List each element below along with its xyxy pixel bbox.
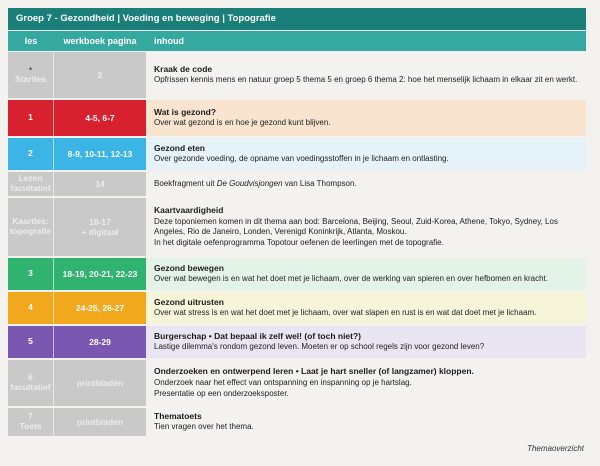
werkboek-cell: 24-25, 26-27	[54, 292, 146, 324]
lesson-description: Over wat gezond is en hoe je gezond kunt blijven.	[154, 118, 331, 128]
les-label: Startles	[14, 73, 47, 84]
column-header-les: les	[24, 36, 38, 46]
table-row-les-3	[8, 258, 586, 290]
lesson-description: Over wat stress is en wat het doet met je lichaam, over wat slapen en rust is en wat dat doet met je lichaam.	[154, 308, 537, 318]
werkboek-cell	[54, 198, 146, 256]
les-label: facultatief	[10, 382, 51, 392]
inhoud-cell	[146, 198, 586, 256]
table-row-les-5	[8, 326, 586, 358]
lesson-title: Thematoets	[154, 410, 202, 421]
table-row-les-4	[8, 292, 586, 324]
inhoud-cell	[146, 258, 586, 290]
inhoud-cell	[146, 138, 586, 170]
lesson-description-extra: In het digitale oefenprogramma Topotour oefenen de leerlingen met de topografie.	[154, 238, 444, 248]
les-cell: Lezen facultatief	[8, 172, 54, 196]
les-cell	[8, 408, 54, 436]
column-header-inhoud: inhoud	[154, 36, 184, 46]
lesson-description: Lastige dilemma's rondom gezond leven. Moeten er op school regels zijn voor gezond leven?	[154, 342, 485, 352]
werkboek-cell: 2	[54, 52, 146, 98]
lesson-title: Kraak de code	[154, 63, 213, 74]
lesson-title: Wat is gezond?	[154, 106, 217, 117]
table-row-lezen	[8, 172, 586, 196]
lesson-description: Tien vragen over het thema.	[154, 422, 254, 432]
lesson-description: Boekfragment uit De Goudvisjongen van Lisa Thompson.	[154, 178, 357, 188]
werkboek-cell: 8-9, 10-11, 12-13	[54, 138, 146, 170]
les-number: 7	[28, 411, 33, 422]
lesson-description: Onderzoek naar het effect van ontspanning en inspanning op je hartslag.	[154, 377, 412, 387]
werkboek-cell: 28-29	[54, 326, 146, 358]
column-header-werkboek: werkboek pagina	[63, 36, 137, 46]
lesson-title: Gezond eten	[154, 142, 206, 153]
les-label: Toets	[19, 421, 42, 431]
table-row-les-1	[8, 100, 586, 136]
table-row-les-6	[8, 360, 586, 406]
werkboek-cell: 4-5, 6-7	[54, 100, 146, 136]
les-number: 6	[28, 372, 33, 383]
inhoud-cell	[146, 52, 586, 98]
lesson-description: Over wat bewegen is en wat het doet met je lichaam, over de werking van spieren en over hefbomen en kracht.	[154, 274, 548, 284]
les-cell	[8, 360, 54, 406]
theme-title: Groep 7 - Gezondheid | Voeding en beweging | Topografie	[8, 8, 586, 30]
lesson-title: Gezond uitrusten	[154, 296, 224, 307]
inhoud-cell	[146, 292, 586, 324]
inhoud-cell	[146, 408, 586, 436]
inhoud-cell	[146, 172, 586, 196]
werkboek-cell: printbladen	[54, 360, 146, 406]
werkboek-cell: 18-19, 20-21, 22-23	[54, 258, 146, 290]
werkboek-cell: 14	[54, 172, 146, 196]
lesson-description: Deze toponiemen komen in dit thema aan bod: Barcelona, Beijing, Seoul, Zuid-Korea, Athene, Tokyo, Sydney, Los Angeles, Rio de Janeiro, Londen, Verenigd Koninkrijk, Atlanta, Moskou.	[154, 216, 558, 237]
footer-caption: Themaoverzicht	[527, 444, 584, 453]
lesson-description: Opfrissen kennis mens en natuur groep 5 thema 5 en groep 6 thema 2: hoe het menselijk lichaam in elkaar zit en werkt.	[154, 75, 578, 85]
werkboek-pages: 16-17	[89, 216, 111, 227]
les-cell: 2	[8, 138, 54, 170]
les-cell: 3	[8, 258, 54, 290]
table-row-kaartles	[8, 198, 586, 256]
les-cell	[8, 52, 54, 98]
table-row-startles	[8, 52, 586, 98]
lesson-title: Onderzoeken en ontwerpend leren • Laat je hart sneller (of langzamer) kloppen.	[154, 366, 474, 377]
lesson-description-extra: Presentatie op een onderzoeksposter.	[154, 388, 289, 398]
les-cell: 1	[8, 100, 54, 136]
inhoud-cell	[146, 360, 586, 406]
inhoud-cell	[146, 100, 586, 136]
lesson-title: Kaartvaardigheid	[154, 205, 224, 216]
lesson-title: Gezond bewegen	[154, 262, 224, 273]
table-header	[8, 31, 586, 51]
inhoud-cell	[146, 326, 586, 358]
lesson-description: Over gezonde voeding, de opname van voedingsstoffen in je lichaam en ontlasting.	[154, 154, 449, 164]
lesson-title: Burgerschap • Dat bepaal ik zelf wel! (of toch niet?)	[154, 330, 362, 341]
table-row-les-7	[8, 408, 586, 436]
werkboek-cell: printbladen	[54, 408, 146, 436]
book-title: De Goudvisjongen	[216, 178, 283, 188]
table-row-les-2	[8, 138, 586, 170]
les-cell: 4	[8, 292, 54, 324]
les-cell: 5	[8, 326, 54, 358]
les-cell: Kaartles: topografie	[8, 198, 54, 256]
star-marker: *	[28, 65, 33, 75]
werkboek-extra: + digitaal	[81, 227, 119, 237]
